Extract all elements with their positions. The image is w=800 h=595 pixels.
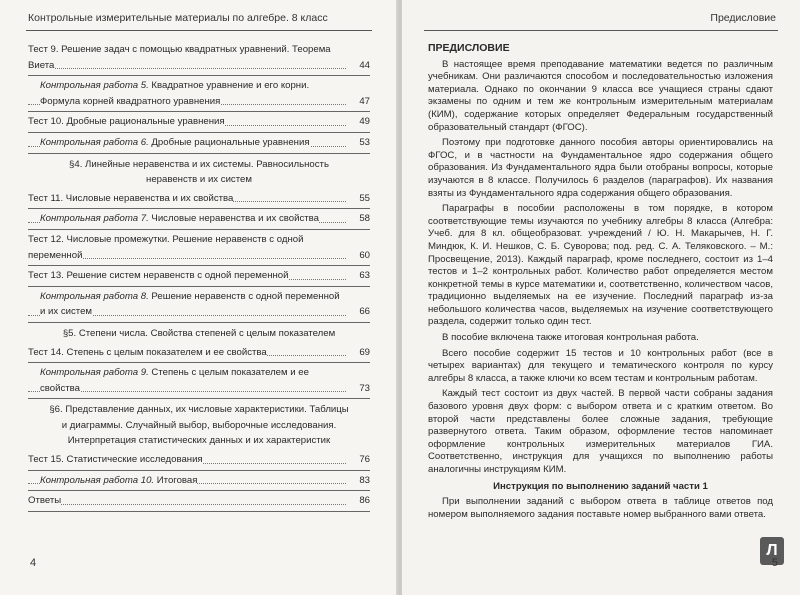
toc-entry-title: Тест 13. Решение систем неравенств с одной переменной — [28, 270, 289, 282]
preface-paragraph: В настоящее время преподавание математики ведется по различным учебникам. Они различаются способом и последовательностью изложения материала. Однако по окончании 9 класса все учащиеся страны сдают экзамены по одним и тем же контрольным измерительным материалам (КИМ), содержание которых определяет Федеральным государственный образовательный стандарт (ФГОС). — [428, 58, 773, 133]
right-page — [402, 0, 800, 595]
toc-entry-page: 69 — [357, 345, 370, 361]
toc-entry-page: 58 — [357, 211, 370, 227]
toc-entry[interactable] — [28, 42, 370, 73]
right-running-header: Предисловие — [710, 12, 776, 24]
toc-entry-page: 73 — [357, 381, 370, 397]
toc-entry[interactable] — [28, 268, 370, 284]
toc-entry-page: 60 — [357, 248, 370, 264]
right-page-number: 5 — [771, 557, 778, 569]
right-header-rule — [424, 30, 778, 31]
toc-entry-page: 66 — [357, 304, 370, 320]
left-header-rule — [26, 30, 372, 31]
toc-divider — [28, 398, 370, 399]
toc-entry[interactable] — [28, 345, 370, 361]
toc-divider — [28, 362, 370, 363]
toc-entry-title: Тест 12. Числовые промежутки. Решение неравенств с одной переменной — [28, 233, 304, 261]
toc-entry-title: Контрольная работа 8. Решение неравенств с одной переменной и их систем — [40, 290, 340, 318]
toc-divider — [28, 322, 370, 323]
toc-entry-page: 63 — [357, 268, 370, 284]
preface-paragraph: Каждый тест состоит из двух частей. В первой части собраны задания базового уровня двух форм: с выбором ответа и с кратким ответом. Во второй части представлены более сложные задания, требующие развернутого ответа. Таким образом, оформление тестов напоминает оформление контрольных измерительных материалов ГИА. Соответственно, инструкция для учащихся по выполнению работы аналогичны инструкциям КИМ. — [428, 388, 773, 475]
toc-divider — [28, 111, 370, 112]
toc-divider — [28, 208, 370, 209]
left-page-number: 4 — [30, 557, 37, 569]
preface-paragraph: Параграфы в пособии расположены в том порядке, в котором соответствующие темы изучаются по учебнику алгебры 8 класса (Алгебра: Учеб. для 8 кл. общеобразоват. учреждений / Ю. Н. Макарычев, Н. Г. Миндюк, К. И. Нешков, С. Б. Суворова; под. ред. С. А. Теляковского. – М.: Просвещение, 2013). Каждый параграф, кроме последнего, состоит из 1–4 тестов и 1–2 контрольных работ. Количество работ определяется местом конкретной темы в курсе математики и, соответственно, количеством часов, традиционно выделяемых на ее изучение. Последний параграф из-за небольшого количества часов, выделяемых на изучение соответствующего раздела, содержит только один тест. — [428, 203, 773, 328]
toc-entry-page: 53 — [357, 135, 370, 151]
preface-paragraphs — [428, 59, 773, 477]
toc-divider — [28, 286, 370, 287]
toc-entry[interactable] — [28, 289, 370, 320]
left-running-header: Контрольные измерительные материалы по алгебре. 8 класс — [28, 12, 328, 24]
toc-entry-page: 47 — [357, 94, 370, 110]
toc-entry-title: Тест 10. Дробные рациональные уравнения — [28, 116, 225, 128]
publisher-logo: Л — [760, 537, 784, 565]
toc-section-heading: §4. Линейные неравенства и их системы. Равносильность неравенств и их систем — [69, 158, 329, 186]
left-page — [0, 0, 398, 595]
toc-entry[interactable] — [28, 365, 370, 396]
toc-divider — [28, 132, 370, 133]
toc-entry-page: 44 — [357, 58, 370, 74]
toc-entry-title: Тест 9. Решение задач с помощью квадратных уравнений. Теорема Виета — [28, 44, 331, 71]
toc-entry[interactable] — [28, 452, 370, 468]
preface-body — [428, 42, 773, 524]
preface-paragraph: Поэтому при подготовке данного пособия авторы ориентировались на ФГОС, и в частности на Фундаментальное ядро содержания общего образования. Из Фундаментального ядра были отобраны вопросы, которые изучаются в 8 классе. Получилось 6 разделов (параграфов). Их названия взяты из Фундаментального ядра содержания общего образования. — [428, 137, 773, 199]
preface-title: ПРЕДИСЛОВИЕ — [428, 42, 510, 54]
toc-section-heading: §5. Степени числа. Свойства степеней с целым показателем — [62, 327, 336, 339]
preface-paragraph: Всего пособие содержит 15 тестов и 10 контрольных работ (все в четырех вариантах) для текущего и тематического контроля по курсу алгебры 8 класса, а также ключи ко всем тестам и контрольным работам. — [428, 347, 773, 384]
instruction-paragraph: При выполнении заданий с выбором ответа в таблице ответов под номером выполняемого задания поставьте номер выбранного вами ответа. — [428, 496, 773, 520]
toc-entry[interactable] — [28, 493, 370, 509]
toc-entry[interactable] — [28, 211, 370, 227]
toc-divider — [28, 265, 370, 266]
toc-divider — [28, 490, 370, 491]
toc-entry-page: 86 — [357, 493, 370, 509]
toc-entry-title: Тест 15. Статистические исследования — [28, 454, 203, 466]
toc-entry-page: 49 — [357, 114, 370, 130]
toc-divider — [28, 511, 370, 512]
toc-section-heading: §6. Представление данных, их числовые характеристики. Таблицы и диаграммы. Случайный выбор, выборочные исследования. Интерпретация статистических данных и их характеристик — [49, 404, 349, 447]
toc-entry[interactable] — [28, 114, 370, 130]
table-of-contents — [28, 42, 370, 514]
toc-entry[interactable] — [28, 232, 370, 263]
toc-entry[interactable] — [28, 78, 370, 109]
toc-entry-title: Тест 14. Степень с целым показателем и ее свойства — [28, 346, 267, 358]
instruction-heading: Инструкция по выполнению заданий части 1 — [493, 480, 708, 492]
toc-entry-title: Тест 11. Числовые неравенства и их свойства — [28, 192, 234, 204]
preface-paragraph: В пособие включена также итоговая контрольная работа. — [442, 332, 699, 344]
toc-entry-page: 55 — [357, 191, 370, 207]
toc-divider — [28, 75, 370, 76]
toc-entry[interactable] — [28, 473, 370, 489]
toc-entry-title: Контрольная работа 5. Квадратное уравнение и его корни. Формула корней квадратного уравнения — [40, 80, 310, 107]
toc-entry-title: Контрольная работа 9. Степень с целым показателем и ее свойства — [40, 367, 309, 394]
toc-entry-page: 83 — [357, 473, 370, 489]
toc-entry-title: Ответы — [28, 495, 62, 507]
toc-entry[interactable] — [28, 191, 370, 207]
toc-entry-page: 76 — [357, 452, 370, 468]
toc-divider — [28, 470, 370, 471]
toc-divider — [28, 153, 370, 154]
toc-entry-title: Контрольная работа 7. Числовые неравенства и их свойства — [40, 213, 319, 225]
toc-divider — [28, 229, 370, 230]
toc-entry-title: Контрольная работа 6. Дробные рациональные уравнения — [40, 136, 310, 148]
toc-entry[interactable] — [28, 135, 370, 151]
toc-entry-title: Контрольная работа 10. Итоговая — [40, 474, 198, 486]
